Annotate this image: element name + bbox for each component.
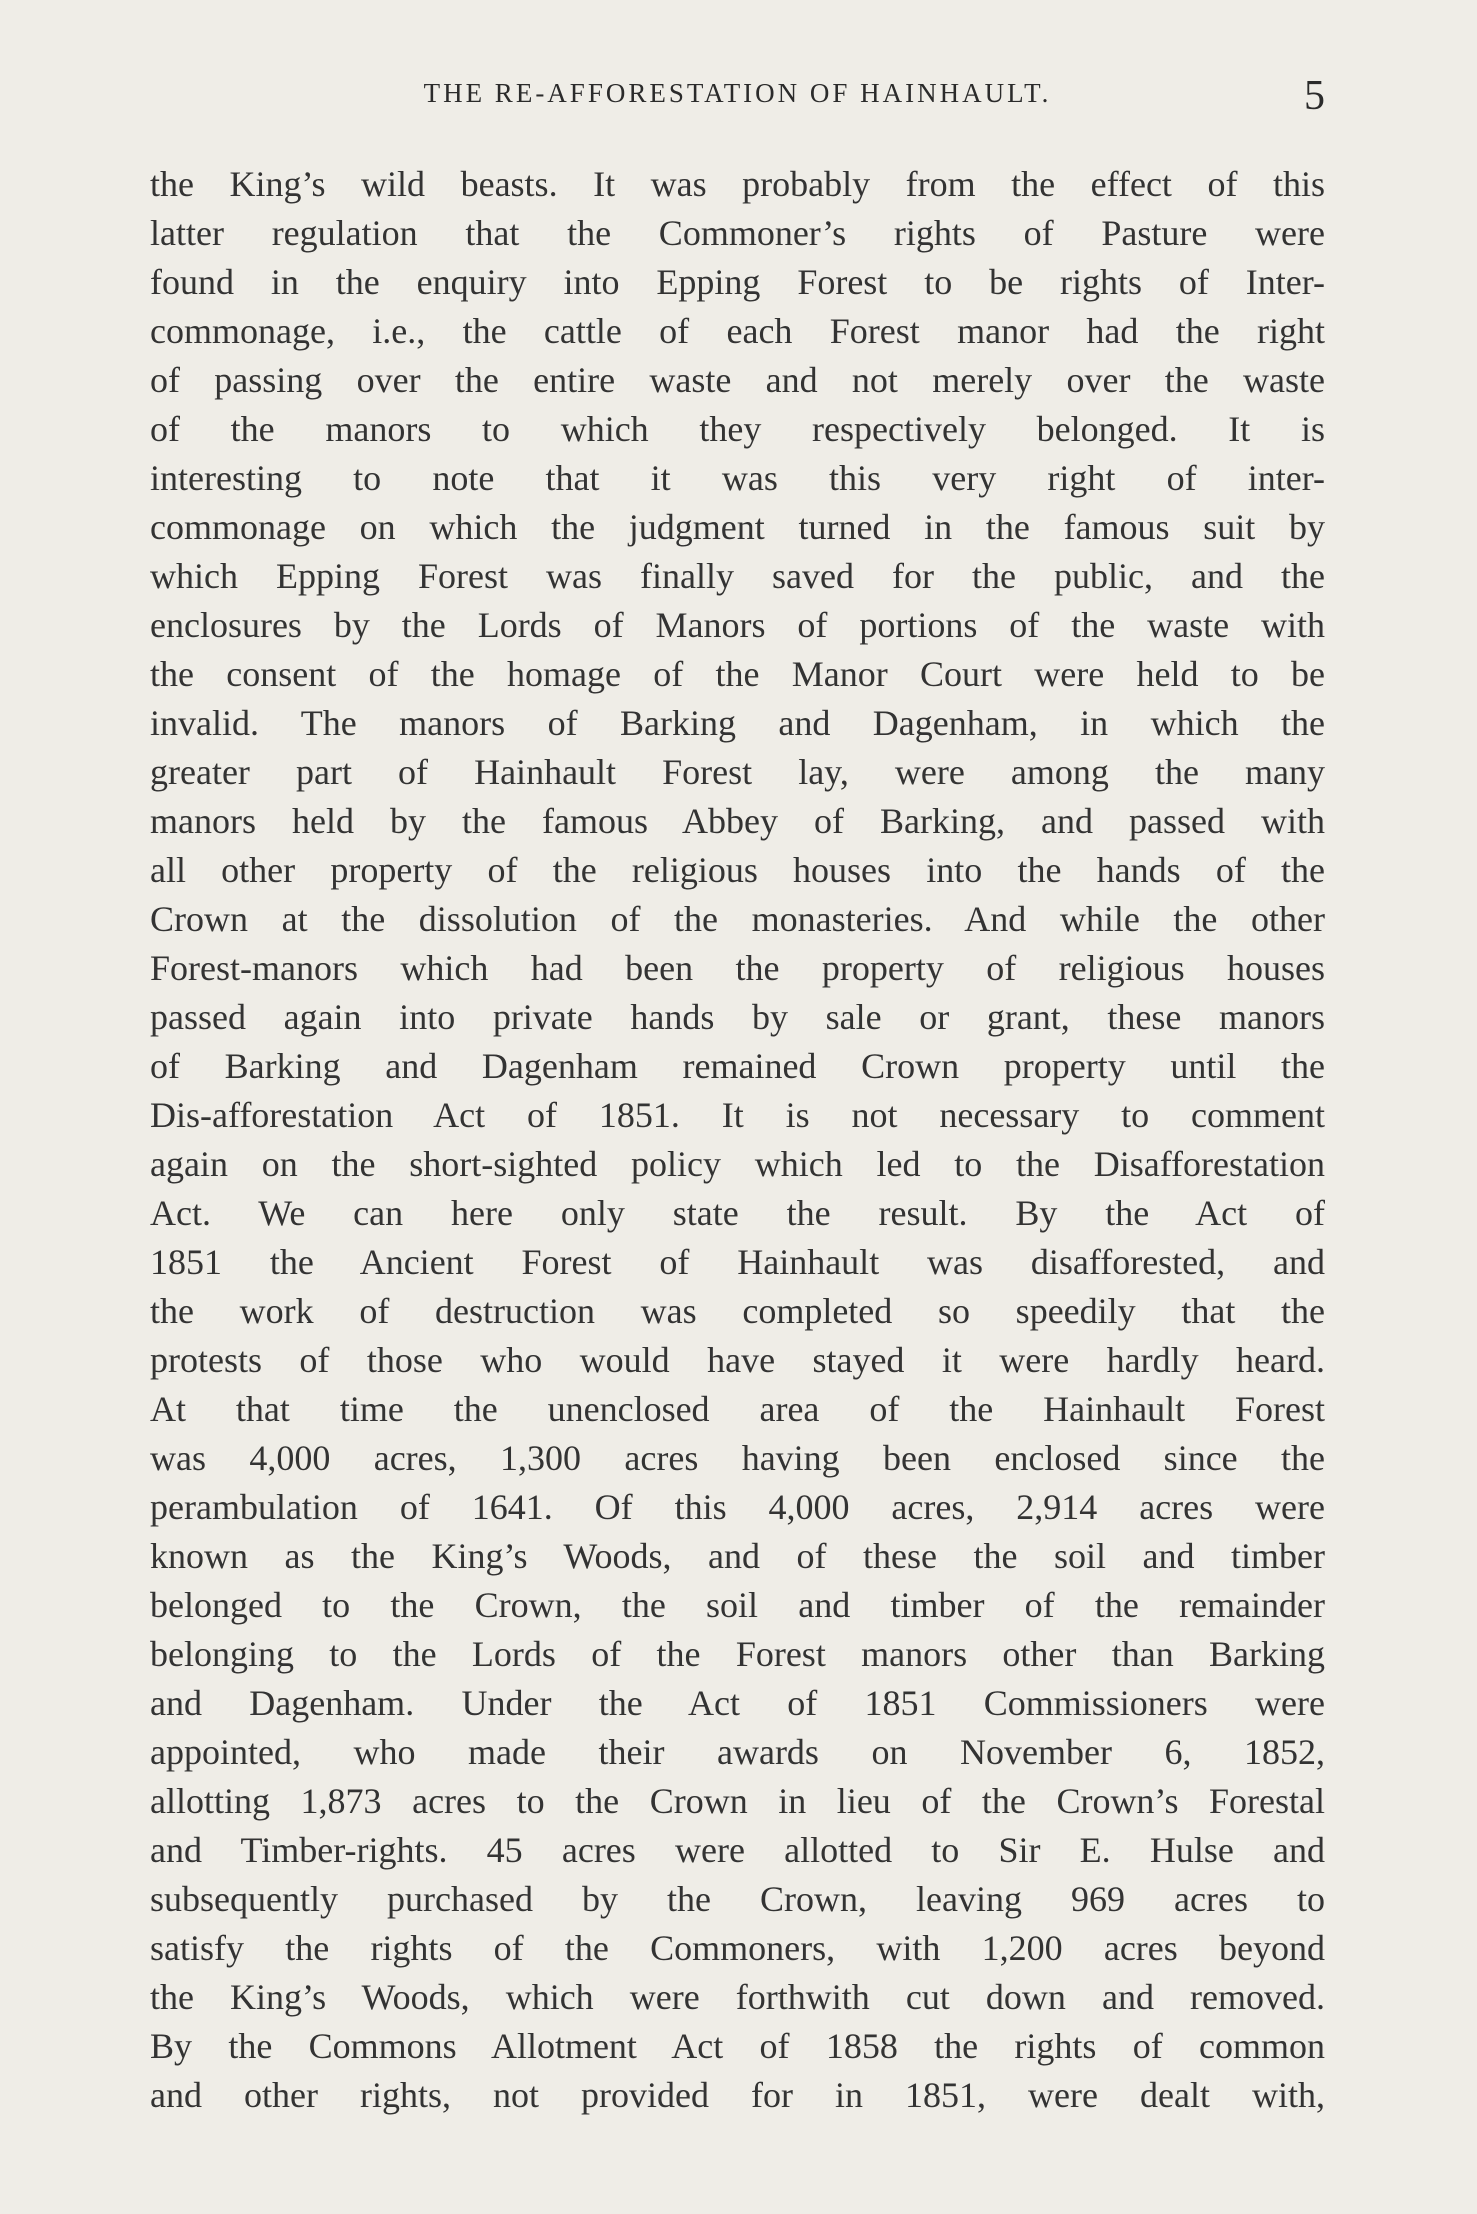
text-line: passed again into private hands by sale or grant, these manors [150,997,1325,1037]
page-header [150,73,1325,128]
text-line: of the manors to which they respectively belonged. It is [150,409,1325,449]
text-line: of Barking and Dagenham remained Crown property until the [150,1046,1325,1086]
body-text [150,160,1325,2120]
text-line: belonging to the Lords of the Forest manors other than Barking [150,1634,1325,1674]
text-line: was 4,000 acres, 1,300 acres having been enclosed since the [150,1438,1325,1478]
running-head: THE RE-AFFORESTATION OF HAINHAULT. [423,78,1052,108]
text-line: Dis-afforestation Act of 1851. It is not necessary to comment [150,1095,1325,1135]
text-line: perambulation of 1641. Of this 4,000 acres, 2,914 acres were [150,1487,1325,1527]
text-line: satisfy the rights of the Commoners, with 1,200 acres beyond [150,1928,1325,1968]
text-line: the work of destruction was completed so speedily that the [150,1291,1325,1331]
text-line: Crown at the dissolution of the monasteries. And while the other [150,899,1325,939]
text-line: allotting 1,873 acres to the Crown in lieu of the Crown’s Forestal [150,1781,1325,1821]
text-line: protests of those who would have stayed it were hardly heard. [150,1340,1325,1380]
text-line: which Epping Forest was finally saved for the public, and the [150,556,1325,596]
text-line: of passing over the entire waste and not merely over the waste [150,360,1325,400]
text-line: enclosures by the Lords of Manors of portions of the waste with [150,605,1325,645]
text-line: and Timber-rights. 45 acres were allotted to Sir E. Hulse and [150,1830,1325,1870]
text-line: subsequently purchased by the Crown, leaving 969 acres to [150,1879,1325,1919]
text-line: found in the enquiry into Epping Forest to be rights of Inter- [150,262,1325,302]
text-line: Forest-manors which had been the property of religious houses [150,948,1325,988]
text-line: At that time the unenclosed area of the Hainhault Forest [150,1389,1325,1429]
text-line: the King’s wild beasts. It was probably from the effect of this [150,164,1325,204]
text-line: and Dagenham. Under the Act of 1851 Commissioners were [150,1683,1325,1723]
text-line: interesting to note that it was this very right of inter- [150,458,1325,498]
text-line: appointed, who made their awards on November 6, 1852, [150,1732,1325,1772]
text-line: commonage on which the judgment turned in the famous suit by [150,507,1325,547]
text-line: Act. We can here only state the result. By the Act of [150,1193,1325,1233]
text-line: greater part of Hainhault Forest lay, were among the many [150,752,1325,792]
text-line: and other rights, not provided for in 1851, were dealt with, [150,2075,1325,2115]
text-line: commonage, i.e., the cattle of each Forest manor had the right [150,311,1325,351]
text-line: known as the King’s Woods, and of these the soil and timber [150,1536,1325,1576]
text-line: belonged to the Crown, the soil and timber of the remainder [150,1585,1325,1625]
text-line: By the Commons Allotment Act of 1858 the rights of common [150,2026,1325,2066]
text-line: the King’s Woods, which were forthwith cut down and removed. [150,1977,1325,2017]
text-line: manors held by the famous Abbey of Barking, and passed with [150,801,1325,841]
text-line: latter regulation that the Commoner’s rights of Pasture were [150,213,1325,253]
text-line: the consent of the homage of the Manor Court were held to be [150,654,1325,694]
text-line: 1851 the Ancient Forest of Hainhault was disafforested, and [150,1242,1325,1282]
page-number: 5 [1304,73,1325,119]
text-line: again on the short-sighted policy which led to the Disafforestation [150,1144,1325,1184]
text-line: invalid. The manors of Barking and Dagenham, in which the [150,703,1325,743]
text-line: all other property of the religious houses into the hands of the [150,850,1325,890]
